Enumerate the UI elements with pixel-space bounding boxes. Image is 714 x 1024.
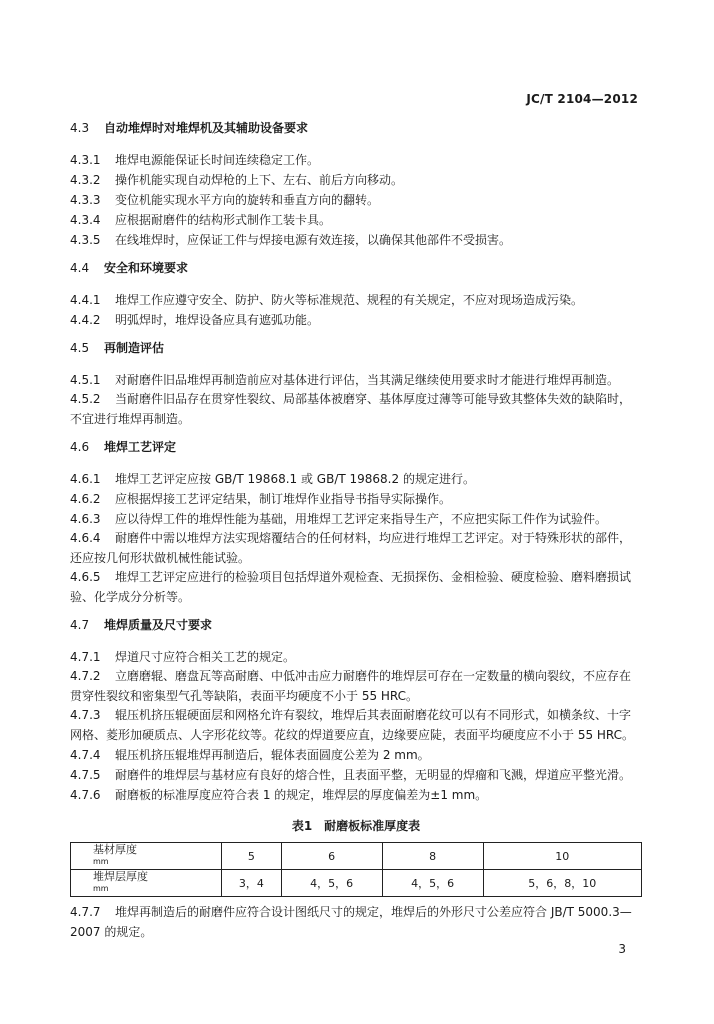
table-row [71,843,642,870]
clause-4-7-1: 4.7.1 焊道尺寸应符合相关工艺的规定。 [70,650,296,664]
table-row [71,870,642,897]
table-cell: 8 [382,843,483,870]
clause-4-3-3: 4.3.3 变位机能实现水平方向的旋转和垂直方向的翻转。 [70,193,380,207]
clause-4-6-1: 4.6.1 堆焊工艺评定应按 GB/T 19868.1 或 GB/T 19868.2 的规定进行。 [70,472,475,486]
clause-4-7-2: 4.7.2 立磨磨辊、磨盘瓦等高耐磨、中低冲击应力耐磨件的堆焊层可存在一定数量的横向裂纹，不应存在贯穿性裂纹和密集型气孔等缺陷，表面平均硬度不小于 55 HRC。 [70,669,632,703]
standard-code: JC/T 2104—2012 [526,92,638,106]
table-cell: 4，5，6 [382,870,483,897]
page-number: 3 [618,942,626,956]
table-caption: 表1 耐磨板标准厚度表 [291,819,421,833]
clause-4-6-5: 4.6.5 堆焊工艺评定应进行的检验项目包括焊道外观检查、无损探伤、金相检验、硬度检验、磨料磨损试验、化学成分分析等。 [70,570,632,604]
clause-4-5-1: 4.5.1 对耐磨件旧品堆焊再制造前应对基体进行评估，当其满足继续使用要求时才能进行堆焊再制造。 [70,373,620,387]
clause-4-6-4: 4.6.4 耐磨件中需以堆焊方法实现熔覆结合的任何材料，均应进行堆焊工艺评定。对于特殊形状的部件，还应按几何形状做机械性能试验。 [70,531,632,565]
table-cell: 10 [483,843,641,870]
table-cell: 6 [281,843,382,870]
clause-4-3-4: 4.3.4 应根据耐磨件的结构形式制作工装卡具。 [70,213,332,227]
table-row-header: 基材厚度 mm [71,843,222,870]
table-cell: 5 [222,843,282,870]
clause-4-3-2: 4.3.2 操作机能实现自动焊枪的上下、左右、前后方向移动。 [70,173,404,187]
clause-4-4-1: 4.4.1 堆焊工作应遵守安全、防护、防火等标准规范、规程的有关规定，不应对现场造成污染。 [70,293,584,307]
section-heading-4-6: 4.6 堆焊工艺评定 [70,440,177,454]
section-heading-4-7: 4.7 堆焊质量及尺寸要求 [70,618,213,632]
section-heading-4-4: 4.4 安全和环境要求 [70,261,189,275]
clause-4-3-1: 4.3.1 堆焊电源能保证长时间连续稳定工作。 [70,153,320,167]
thickness-table [70,842,642,897]
section-heading-4-5: 4.5 再制造评估 [70,341,165,355]
clause-4-3-5: 4.3.5 在线堆焊时，应保证工件与焊接电源有效连接，以确保其他部件不受损害。 [70,233,512,247]
clause-4-7-4: 4.7.4 辊压机挤压辊堆焊再制造后，辊体表面圆度公差为 2 mm。 [70,748,430,762]
document-body [70,120,642,942]
clause-4-7-6: 4.7.6 耐磨板的标准厚度应符合表 1 的规定，堆焊层的厚度偏差为±1 mm。 [70,788,488,802]
clause-4-6-2: 4.6.2 应根据焊接工艺评定结果，制订堆焊作业指导书指导实际操作。 [70,492,452,506]
clause-4-7-5: 4.7.5 耐磨件的堆焊层与基材应有良好的熔合性，且表面平整，无明显的焊瘤和飞溅，焊道应平整光滑。 [70,768,632,782]
clause-4-6-3: 4.6.3 应以待焊工件的堆焊性能为基础，用堆焊工艺评定来指导生产，不应把实际工件作为试验件。 [70,512,608,526]
table-cell: 5，6，8，10 [483,870,641,897]
table-cell: 4，5，6 [281,870,382,897]
clause-4-4-2: 4.4.2 明弧焊时，堆焊设备应具有遮弧功能。 [70,313,320,327]
clause-4-7-3: 4.7.3 辊压机挤压辊硬面层和网格允许有裂纹，堆焊后其表面耐磨花纹可以有不同形式，如横条纹、十字网格、菱形加硬质点、人字形花纹等。花纹的焊道要应直，边缘要应陡，表面平均硬度应不小于 55 HRC。 [70,708,635,742]
clause-4-5-2: 4.5.2 当耐磨件旧品存在贯穿性裂纹、局部基体被磨穿、基体厚度过薄等可能导致其整体失效的缺陷时，不宜进行堆焊再制造。 [70,392,632,426]
section-heading-4-3: 4.3 自动堆焊时对堆焊机及其辅助设备要求 [70,121,309,135]
table-cell: 3，4 [222,870,282,897]
table-row-header: 堆焊层厚度 mm [71,870,222,897]
clause-4-7-7: 4.7.7 堆焊再制造后的耐磨件应符合设计图纸尺寸的规定，堆焊后的外形尺寸公差应符合 JB/T 5000.3—2007 的规定。 [70,905,632,939]
